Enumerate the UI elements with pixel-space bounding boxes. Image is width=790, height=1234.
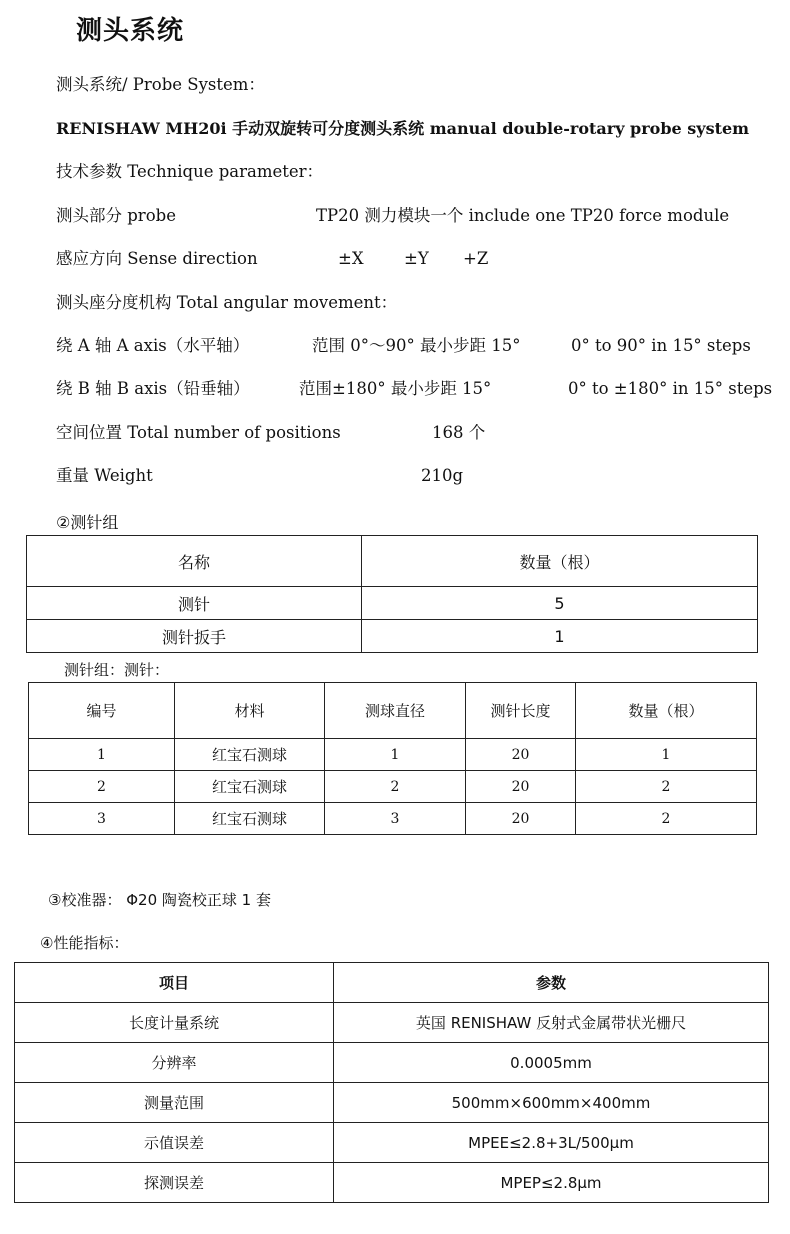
table-header-cell: 参数 [334, 963, 769, 1003]
table-header-row [15, 963, 769, 1003]
table-cell: 红宝石测球 [175, 803, 325, 835]
table-row [15, 1163, 769, 1203]
table-cell: 1 [362, 620, 758, 653]
sense-z: +Z [463, 249, 489, 268]
a-axis-english: 0° to 90° in 15° steps [571, 336, 751, 355]
table-cell: 红宝石测球 [175, 739, 325, 771]
table-header-cell: 项目 [15, 963, 334, 1003]
table-cell: 3 [325, 803, 466, 835]
performance-table [14, 962, 769, 1203]
table-cell: 2 [576, 803, 757, 835]
weight-label: 重量 Weight [56, 466, 153, 485]
a-axis-range: 范围 0°～90° 最小步距 15° [312, 336, 521, 355]
table-cell: 红宝石测球 [175, 771, 325, 803]
sense-y: ±Y [404, 249, 429, 268]
table-cell: 1 [576, 739, 757, 771]
table-row [15, 1003, 769, 1043]
sense-direction-label: 感应方向 Sense direction [56, 249, 258, 268]
table-cell: 20 [466, 739, 576, 771]
calibrator-line: ③校准器： Φ20 陶瓷校正球 1 套 [48, 891, 271, 909]
b-axis-range: 范围±180° 最小步距 15° [299, 379, 492, 398]
table-cell: 测量范围 [15, 1083, 334, 1123]
table-row [29, 803, 757, 835]
weight-value: 210g [421, 466, 464, 485]
table-cell: 2 [576, 771, 757, 803]
table-cell: 测针扳手 [27, 620, 362, 653]
table-header-cell: 材料 [175, 683, 325, 739]
table-cell: MPEP≤2.8μm [334, 1163, 769, 1203]
table-cell: 20 [466, 771, 576, 803]
performance-heading: ④性能指标： [40, 934, 129, 952]
table-header-row [29, 683, 757, 739]
table-cell: 5 [362, 587, 758, 620]
angular-movement-heading: 测头座分度机构 Total angular movement： [56, 293, 398, 312]
table-header-cell: 数量（根） [362, 536, 758, 587]
table-cell: 1 [29, 739, 175, 771]
table-header-cell: 测球直径 [325, 683, 466, 739]
table-header-cell: 测针长度 [466, 683, 576, 739]
a-axis-label: 绕 A 轴 A axis（水平轴） [56, 336, 250, 355]
probe-part-value: TP20 测力模块一个 include one TP20 force module [316, 206, 730, 225]
sense-x: ±X [338, 249, 364, 268]
stylus-quantity-table [26, 535, 758, 653]
table-cell: 500mm×600mm×400mm [334, 1083, 769, 1123]
positions-label: 空间位置 Total number of positions [56, 423, 341, 442]
table-row [15, 1043, 769, 1083]
table-header-cell: 编号 [29, 683, 175, 739]
table-cell: 1 [325, 739, 466, 771]
table-cell: 示值误差 [15, 1123, 334, 1163]
table-cell: 分辨率 [15, 1043, 334, 1083]
table-cell: 测针 [27, 587, 362, 620]
table-row [29, 739, 757, 771]
table-cell: 长度计量系统 [15, 1003, 334, 1043]
table-header-row [27, 536, 758, 587]
table-cell: 英国 RENISHAW 反射式金属带状光栅尺 [334, 1003, 769, 1043]
table-row [15, 1123, 769, 1163]
table-row [27, 620, 758, 653]
stylus-spec-table [28, 682, 757, 835]
table-cell: 3 [29, 803, 175, 835]
table-row [29, 771, 757, 803]
table-cell: 0.0005mm [334, 1043, 769, 1083]
page-title: 测头系统 [76, 16, 185, 46]
table-row [15, 1083, 769, 1123]
stylus-group-heading: ②测针组 [56, 513, 119, 532]
table-header-cell: 数量（根） [576, 683, 757, 739]
probe-model-line: RENISHAW MH20i 手动双旋转可分度测头系统 manual double-rotary probe system [56, 119, 750, 138]
table-row [27, 587, 758, 620]
b-axis-label: 绕 B 轴 B axis（铅垂轴） [56, 379, 250, 398]
table-cell: MPEE≤2.8+3L/500μm [334, 1123, 769, 1163]
table-cell: 2 [29, 771, 175, 803]
probe-part-label: 测头部分 probe [56, 206, 176, 225]
table-header-cell: 名称 [27, 536, 362, 587]
probe-system-heading: 测头系统/ Probe System： [56, 75, 265, 94]
table-cell: 2 [325, 771, 466, 803]
b-axis-english: 0° to ±180° in 15° steps [568, 379, 773, 398]
stylus-subheading: 测针组：测针： [64, 661, 170, 679]
technique-parameter-heading: 技术参数 Technique parameter： [56, 162, 324, 181]
table-cell: 20 [466, 803, 576, 835]
positions-value: 168 个 [432, 423, 486, 442]
table-cell: 探测误差 [15, 1163, 334, 1203]
